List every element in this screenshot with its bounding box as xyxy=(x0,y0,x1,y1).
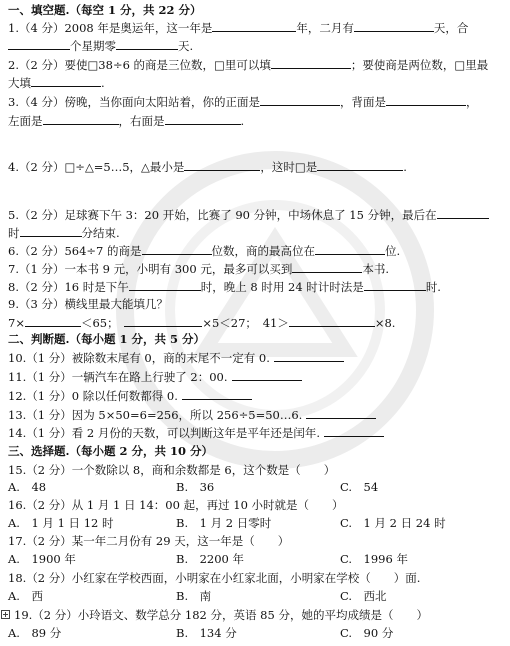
answer-blank[interactable] xyxy=(43,112,119,125)
question-text: 6.（2 分）564÷7 的商是 xyxy=(8,244,142,258)
answer-blank[interactable] xyxy=(317,158,403,171)
question-15: 15.（2 分）一个数除以 8，商和余数都是 6，这个数是（ ） xyxy=(8,463,336,477)
answer-blank[interactable] xyxy=(354,19,434,32)
question-10 xyxy=(8,349,504,366)
answer-blank[interactable] xyxy=(124,314,202,327)
question-text: 时，晚上 8 时用 24 时计时法是 xyxy=(200,280,364,294)
option-b[interactable]: B. 2200 年 xyxy=(176,552,245,566)
question-text: 12.（1 分）0 除以任何数都得 0. xyxy=(8,389,178,403)
answer-blank[interactable] xyxy=(232,368,302,381)
option-a[interactable]: A. 1 月 1 日 12 时 xyxy=(8,516,114,530)
section-title-fill: 一、填空题.（每空 1 分，共 22 分） xyxy=(8,3,202,17)
option-a[interactable]: A. 西 xyxy=(8,589,43,603)
question-text: ＜65； xyxy=(80,316,113,330)
answer-blank[interactable] xyxy=(260,93,340,106)
answer-blank[interactable] xyxy=(20,224,82,237)
question-text: 个星期零 xyxy=(70,39,116,53)
question-text: 7.（1 分）一本书 9 元，小明有 300 元，最多可以买到 xyxy=(8,262,293,276)
option-b[interactable]: B. 1 月 2 日零时 xyxy=(176,516,272,530)
question-text: 分结束. xyxy=(81,226,120,240)
question-17: 17.（2 分）某一年二月份有 29 天，这一年是（ ） xyxy=(8,534,290,548)
question-text: 11.（1 分）一辆汽车在路上行驶了 2：00. xyxy=(8,370,228,384)
answer-blank[interactable] xyxy=(364,278,426,291)
question-text: 13.（1 分）因为 5×50=6=256，所以 256÷5=50…6. xyxy=(8,408,303,422)
question-text: 时. xyxy=(425,280,441,294)
answer-blank[interactable] xyxy=(142,242,212,255)
question-text: 年，二月有 xyxy=(296,21,354,35)
question-text: 41＞ xyxy=(262,316,289,330)
question-18: 18.（2 分）小红家在学校西面，小明家在小红家北面，小明家在学校（ ）面. xyxy=(8,571,421,585)
answer-blank[interactable] xyxy=(184,158,260,171)
option-c[interactable]: C. 54 xyxy=(340,480,379,494)
answer-blank[interactable] xyxy=(324,424,384,437)
question-5-line-2 xyxy=(8,224,504,241)
question-text: ，这时□是 xyxy=(260,160,318,174)
question-text: 位. xyxy=(385,244,401,258)
question-text: 左面是 xyxy=(8,114,43,128)
question-8 xyxy=(8,278,504,295)
question-text: 1.（4 分）2008 年是奥运年，这一年是 xyxy=(8,21,213,35)
question-text: 7× xyxy=(8,316,25,330)
answer-blank[interactable] xyxy=(182,387,252,400)
section-title-choice: 三、选择题.（每小题 2 分，共 10 分） xyxy=(8,444,214,458)
option-c[interactable]: C. 1 月 2 日 24 时 xyxy=(340,516,446,530)
answer-blank[interactable] xyxy=(386,93,466,106)
option-c[interactable]: C. 西北 xyxy=(340,589,387,603)
question-text: . xyxy=(403,160,407,174)
question-1-line-2 xyxy=(8,37,504,54)
question-16: 16.（2 分）从 1 月 1 日 14：00 起，再过 10 小时就是（ ） xyxy=(8,498,344,512)
option-a[interactable]: A. 89 分 xyxy=(8,626,62,640)
question-text: 5.（2 分）足球赛下午 3：20 开始，比赛了 90 分钟，中场休息了 15 分钟，最后在 xyxy=(8,208,437,222)
answer-blank[interactable] xyxy=(289,314,375,327)
question-3-line-1 xyxy=(8,93,504,110)
answer-blank[interactable] xyxy=(306,406,376,419)
question-2-line-2 xyxy=(8,74,504,91)
answer-blank[interactable] xyxy=(116,37,178,50)
question-text: 8.（2 分）16 时是下午 xyxy=(8,280,129,294)
question-9-items xyxy=(8,314,504,331)
question-text: 3.（4 分）傍晚，当你面向太阳站着，你的正面是 xyxy=(8,95,260,109)
option-a[interactable]: A. 1900 年 xyxy=(8,552,76,566)
answer-blank[interactable] xyxy=(31,74,101,87)
question-text: 大填 xyxy=(8,76,31,90)
option-b[interactable]: B. 134 分 xyxy=(176,626,237,640)
question-text: 14.（1 分）看 2 月份的天数，可以判断这年是平年还是闰年. xyxy=(8,426,321,440)
answer-blank[interactable] xyxy=(165,112,241,125)
answer-blank[interactable] xyxy=(25,314,81,327)
question-text: ×8. xyxy=(374,316,396,330)
question-text: 时 xyxy=(8,226,20,240)
option-b[interactable]: B. 36 xyxy=(176,480,215,494)
question-5-line-1 xyxy=(8,206,504,223)
question-text: ；要使商是两位数，□里最 xyxy=(350,58,489,72)
answer-blank[interactable] xyxy=(271,56,351,69)
question-6 xyxy=(8,242,504,259)
section-title-judge: 二、判断题.（每小题 1 分，共 5 分） xyxy=(8,332,206,346)
question-4 xyxy=(8,158,504,175)
question-text: 天. xyxy=(178,39,194,53)
question-text: ，右面是 xyxy=(118,114,165,128)
expand-plus-icon[interactable] xyxy=(1,610,10,619)
question-text: 2.（2 分）要使□38÷6 的商是三位数，□里可以填 xyxy=(8,58,271,72)
question-9-prompt: 9.（3 分）横线里最大能填几？ xyxy=(8,297,168,311)
answer-blank[interactable] xyxy=(212,19,296,32)
option-a[interactable]: A. 48 xyxy=(8,480,47,494)
question-text: ×5＜27； xyxy=(202,316,252,330)
question-text: ，背面是 xyxy=(339,95,386,109)
question-11 xyxy=(8,368,504,385)
question-text: 10.（1 分）被除数末尾有 0，商的末尾不一定有 0. xyxy=(8,351,270,365)
question-text: ， xyxy=(465,95,478,109)
question-text: 4.（2 分）□÷△=5…5，△最小是 xyxy=(8,160,185,174)
question-2-line-1 xyxy=(8,56,504,73)
question-19: 19.（2 分）小玲语文、数学总分 182 分，英语 85 分，她的平均成绩是（ ） xyxy=(14,608,428,622)
answer-blank[interactable] xyxy=(292,260,362,273)
question-3-line-2 xyxy=(8,112,504,129)
question-text: 天，合 xyxy=(433,21,469,35)
question-12 xyxy=(8,387,504,404)
answer-blank[interactable] xyxy=(437,206,489,219)
option-c[interactable]: C. 90 分 xyxy=(340,626,394,640)
question-text: . xyxy=(240,114,245,128)
answer-blank[interactable] xyxy=(315,242,385,255)
question-text: . xyxy=(101,76,105,90)
question-1-line-1 xyxy=(8,19,504,36)
question-text: 本书. xyxy=(362,262,389,276)
question-14 xyxy=(8,424,504,441)
answer-blank[interactable] xyxy=(274,349,344,362)
answer-blank[interactable] xyxy=(129,278,201,291)
question-13 xyxy=(8,406,504,423)
option-c[interactable]: C. 1996 年 xyxy=(340,552,408,566)
question-text: 位数，商的最高位在 xyxy=(211,244,316,258)
option-b[interactable]: B. 南 xyxy=(176,589,212,603)
answer-blank[interactable] xyxy=(8,37,70,50)
question-7 xyxy=(8,260,504,277)
